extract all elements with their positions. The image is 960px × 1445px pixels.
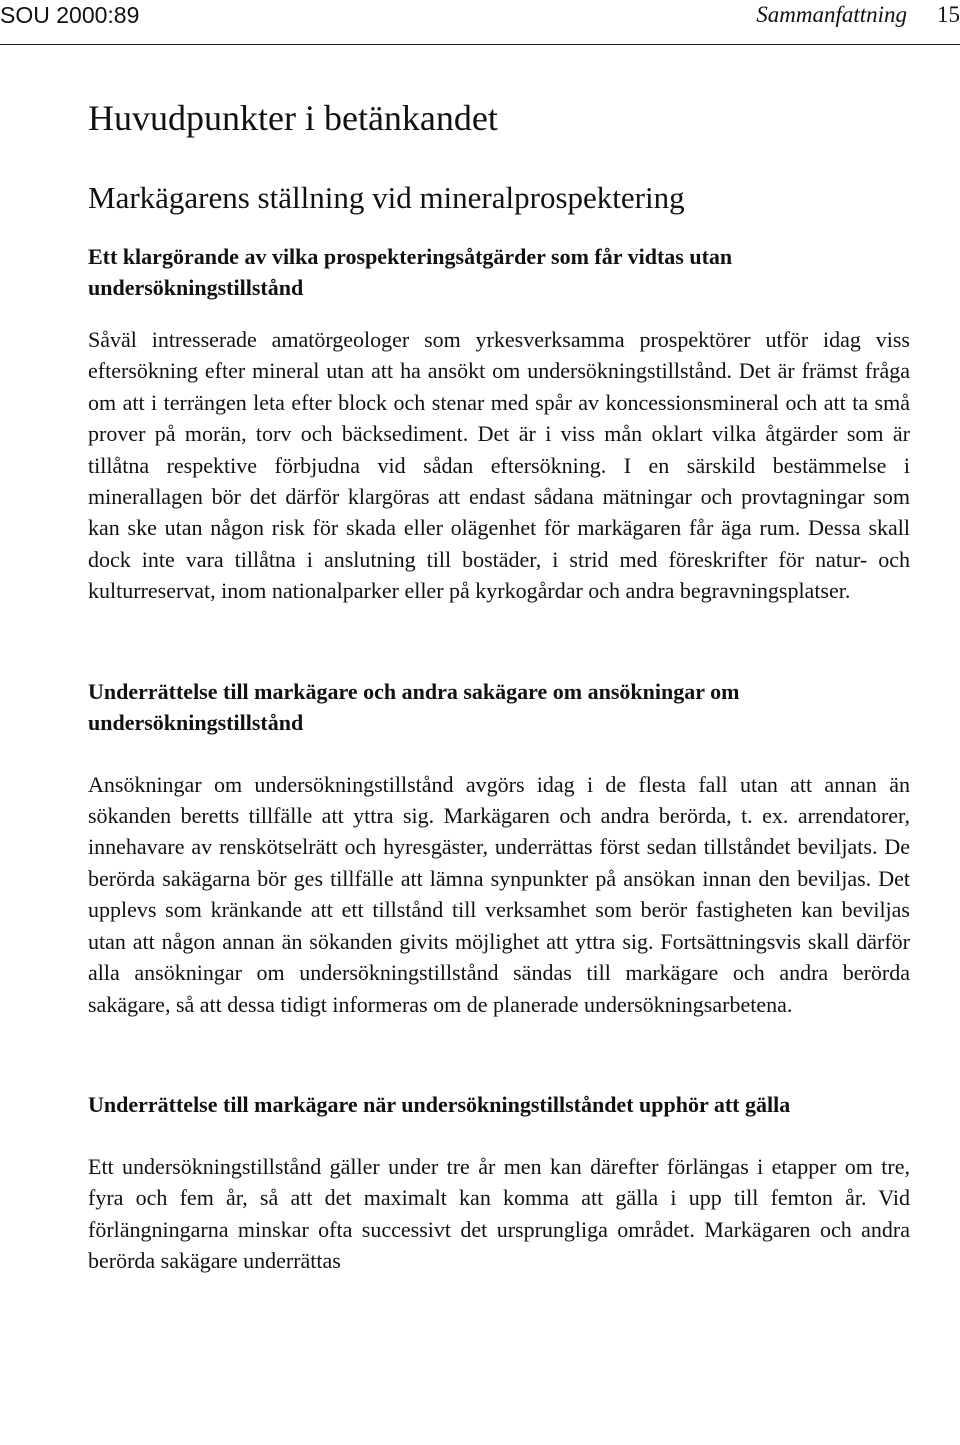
section-label: Sammanfattning [756, 2, 907, 27]
section-heading: Underrättelse till markägare när undersökningstillståndet upphör att gälla [88, 1091, 791, 1117]
section-heading: Ett klargörande av vilka prospekteringsåtgärder som får vidtas utan undersökningstillstånd [88, 244, 733, 300]
page-number: 15 [937, 2, 960, 27]
header-right [756, 0, 960, 30]
page-title: Huvudpunkter i betänkandet [88, 98, 498, 138]
page-subtitle: Markägarens ställning vid mineralprospektering [88, 180, 685, 215]
series-label: SOU 2000:89 [0, 2, 140, 28]
section-paragraph: Ansökningar om undersökningstillstånd avgörs idag i de flesta fall utan att annan än sökanden beretts tillfälle att yttra sig. Markägaren och andra berörda, t. ex. arrendatorer, innehavare av renskötselrätt och hyresgäster, underrättas först sedan tillståndet beviljats. De berörda sakägarna bör ges tillfälle att lämna synpunkter på ansökan innan den beviljas. Det upplevs som kränkande att ett tillstånd till verksamhet som berör fastigheten kan beviljas utan att någon annan än sökanden givits möjlighet att yttra sig. Fortsättningsvis skall därför alla ansökningar om undersökningstillstånd sändas till markägare och andra berörda sakägare, så att dessa tidigt informeras om de planerade undersökningsarbetena. [88, 771, 910, 1017]
page-body [88, 96, 910, 1277]
section-heading: Underrättelse till markägare och andra sakägare om ansökningar om undersökningstillstånd [88, 678, 740, 735]
running-header [0, 0, 960, 45]
section-paragraph: Såväl intresserade amatörgeologer som yrkesverksamma prospektörer utför idag viss eftersökning efter mineral utan att ha ansökt om undersökningstillstånd. Det är främst fråga om att i terrängen leta efter block och stenar med spår av koncessionsmineral och att ta små prover på morän, torv och bäcksediment. Det är i viss mån oklart vilka åtgärder som är tillåtna respektive förbjudna vid sådan eftersökning. I en särskild bestämmelse i minerallagen bör det därför klargöras att endast sådana mätningar och provtagningar som kan ske utan någon risk för skada eller olägenhet för markägaren får äga rum. Dessa skall dock inte vara tillåtna i anslutning till bostäder, i strid med föreskrifter för natur- och kulturreservat, inom nationalparker eller på kyrkogårdar och andra begravningsplatser. [88, 327, 910, 604]
section-paragraph: Ett undersökningstillstånd gäller under tre år men kan därefter förlängas i etapper om tre, fyra och fem år, så att det maximalt kan komma att gälla i upp till femton år. Vid förlängningarna minskar ofta successivt det ursprungliga området. Markägaren och andra berörda sakägare underrättas [88, 1153, 910, 1274]
